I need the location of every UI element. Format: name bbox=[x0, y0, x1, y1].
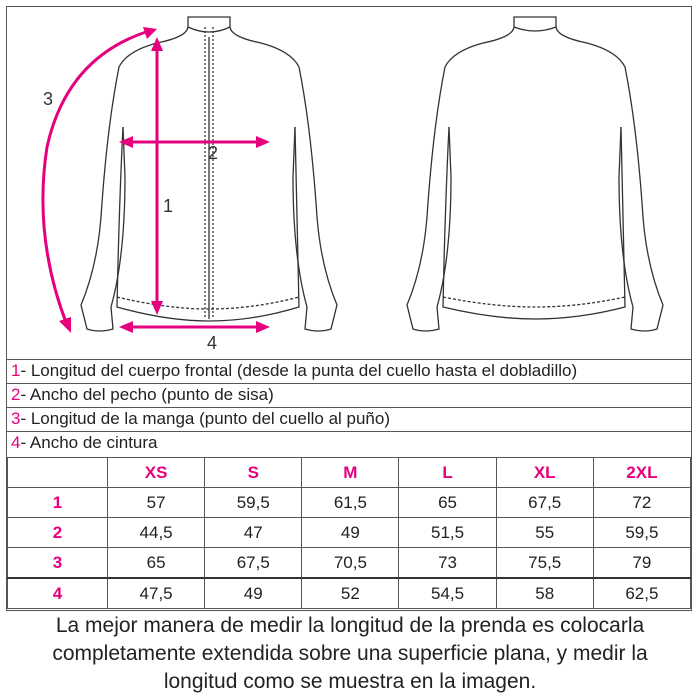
row-label: 3 bbox=[8, 548, 108, 579]
size-header-l: L bbox=[399, 458, 496, 488]
size-header-m: M bbox=[302, 458, 399, 488]
table-cell: 44,5 bbox=[108, 518, 205, 548]
legend-text: - Longitud del cuerpo frontal (desde la punta del cuello hasta el dobladillo) bbox=[20, 361, 578, 380]
size-header-s: S bbox=[205, 458, 302, 488]
table-cell: 62,5 bbox=[593, 578, 690, 609]
table-cell: 59,5 bbox=[205, 488, 302, 518]
size-header-empty bbox=[8, 458, 108, 488]
legend-item-2 bbox=[7, 383, 691, 405]
measure-label-1: 1 bbox=[163, 196, 174, 216]
legend-number: 2 bbox=[11, 385, 21, 404]
measure-label-3: 3 bbox=[43, 89, 54, 109]
row-label: 1 bbox=[8, 488, 108, 518]
table-row bbox=[8, 488, 691, 518]
table-cell: 47,5 bbox=[108, 578, 205, 609]
size-header-2xl: 2XL bbox=[593, 458, 690, 488]
table-cell: 67,5 bbox=[496, 488, 593, 518]
size-table bbox=[7, 457, 691, 609]
table-cell: 67,5 bbox=[205, 548, 302, 579]
measure-3-arrow bbox=[43, 31, 149, 325]
legend-text: - Ancho de cintura bbox=[20, 433, 158, 452]
size-header-xl: XL bbox=[496, 458, 593, 488]
jacket-figure bbox=[7, 7, 691, 359]
legend-number: 4 bbox=[11, 433, 21, 452]
front-jacket-drawing bbox=[81, 17, 337, 331]
note-line-2: completamente extendida sobre una superficie plana, y medir la bbox=[52, 642, 648, 665]
legend-text: - Longitud de la manga (punto del cuello al puño) bbox=[20, 409, 391, 428]
legend-item-1 bbox=[7, 359, 691, 381]
table-cell: 70,5 bbox=[302, 548, 399, 579]
table-cell: 79 bbox=[593, 548, 690, 579]
table-cell: 72 bbox=[593, 488, 690, 518]
table-cell: 54,5 bbox=[399, 578, 496, 609]
measurement-note bbox=[0, 612, 700, 696]
table-cell: 58 bbox=[496, 578, 593, 609]
table-row bbox=[8, 548, 691, 579]
back-jacket-drawing bbox=[407, 17, 663, 331]
table-cell: 73 bbox=[399, 548, 496, 579]
measure-label-2: 2 bbox=[208, 143, 219, 163]
note-line-1: La mejor manera de medir la longitud de la prenda es colocarla bbox=[55, 614, 645, 637]
table-cell: 57 bbox=[108, 488, 205, 518]
table-row bbox=[8, 518, 691, 548]
size-header-row bbox=[8, 458, 691, 488]
row-label: 4 bbox=[8, 578, 108, 609]
table-cell: 47 bbox=[205, 518, 302, 548]
table-cell: 75,5 bbox=[496, 548, 593, 579]
row-label: 2 bbox=[8, 518, 108, 548]
table-cell: 49 bbox=[205, 578, 302, 609]
table-cell: 49 bbox=[302, 518, 399, 548]
table-cell: 65 bbox=[108, 548, 205, 579]
measure-label-4: 4 bbox=[207, 333, 218, 353]
table-cell: 51,5 bbox=[399, 518, 496, 548]
table-row bbox=[8, 578, 691, 609]
legend-number: 1 bbox=[11, 361, 21, 380]
legend-item-4 bbox=[7, 431, 691, 453]
table-cell: 59,5 bbox=[593, 518, 690, 548]
legend-item-3 bbox=[7, 407, 691, 429]
note-line-3: longitud como se muestra en la imagen. bbox=[163, 670, 537, 693]
table-cell: 52 bbox=[302, 578, 399, 609]
legend-text: - Ancho del pecho (punto de sisa) bbox=[20, 385, 274, 404]
table-cell: 55 bbox=[496, 518, 593, 548]
size-header-xs: XS bbox=[108, 458, 205, 488]
table-cell: 61,5 bbox=[302, 488, 399, 518]
table-cell: 65 bbox=[399, 488, 496, 518]
legend-number: 3 bbox=[11, 409, 21, 428]
